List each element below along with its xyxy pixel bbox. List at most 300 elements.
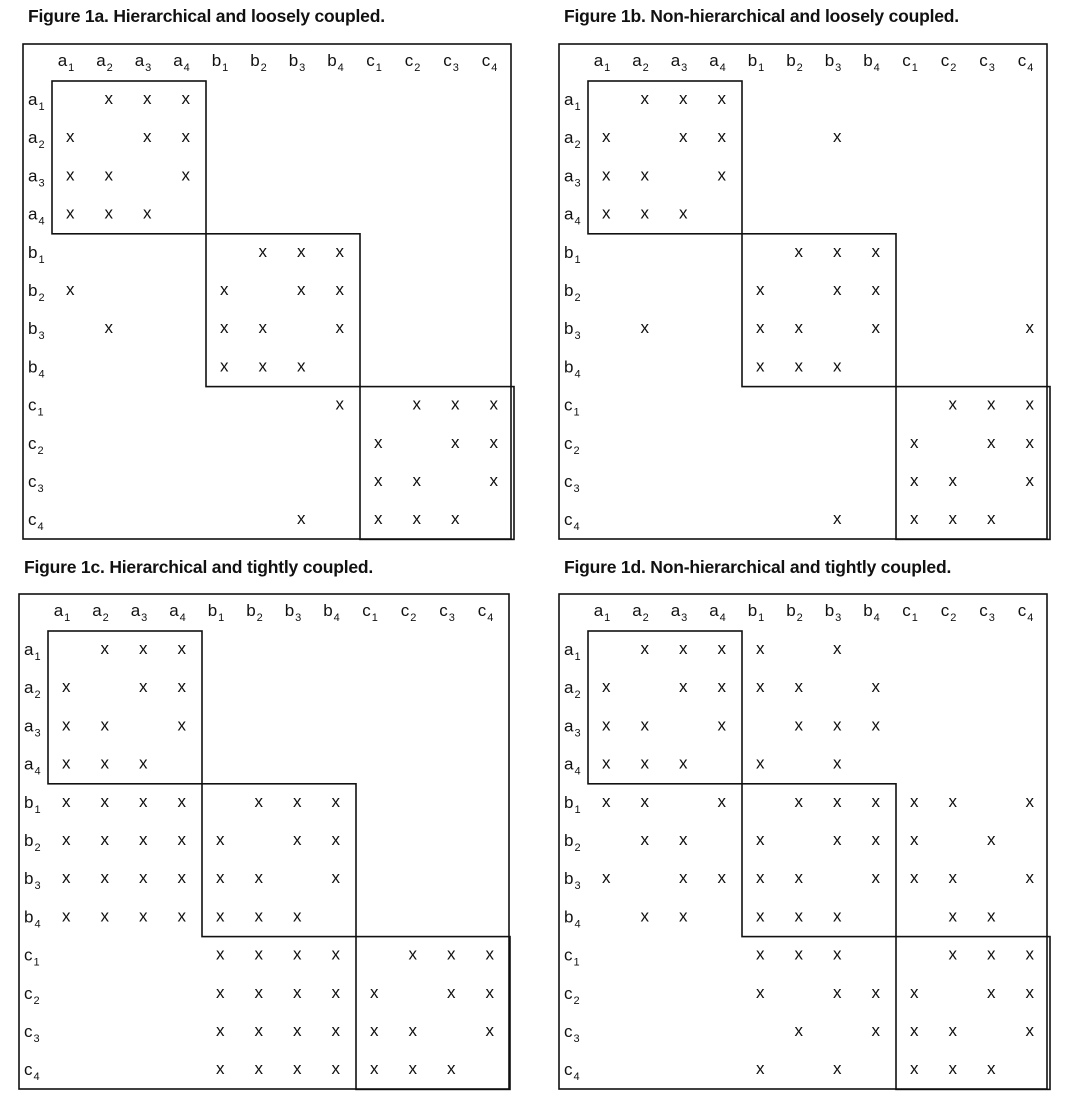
row-header: $a_1$: [564, 640, 581, 663]
column-header: $c_1$: [902, 601, 918, 624]
dependency-mark: x: [66, 203, 75, 223]
dependency-mark: x: [910, 1021, 919, 1040]
row-header: $b_4$: [564, 907, 581, 931]
dependency-mark: x: [833, 280, 842, 299]
dependency-mark: x: [451, 394, 460, 414]
dependency-mark: x: [717, 165, 726, 185]
dependency-mark: x: [948, 1021, 957, 1040]
dependency-mark: x: [254, 944, 263, 964]
column-header: $b_4$: [323, 601, 340, 624]
dependency-mark: x: [139, 868, 148, 888]
column-header: $b_4$: [863, 51, 880, 74]
dependency-mark: x: [640, 318, 649, 338]
row-header: $a_3$: [564, 166, 581, 190]
row-header: $c_1$: [24, 945, 40, 969]
column-header: $c_1$: [366, 51, 382, 74]
row-header: $c_3$: [28, 472, 44, 495]
dependency-mark: x: [602, 165, 611, 185]
column-header: $c_2$: [940, 51, 957, 74]
dependency-mark: x: [489, 432, 498, 452]
dependency-mark: x: [62, 906, 71, 926]
row-header: $a_4$: [24, 754, 41, 778]
column-header: $a_3$: [670, 601, 688, 624]
column-header: $a_3$: [670, 51, 688, 74]
row-header: $b_1$: [564, 792, 581, 816]
dependency-mark: x: [451, 432, 460, 452]
column-header: $b_2$: [786, 601, 803, 624]
column-header: $a_1$: [57, 51, 75, 74]
column-header: $b_1$: [207, 601, 225, 624]
dependency-mark: x: [679, 89, 688, 108]
row-header: $c_4$: [28, 510, 44, 534]
dependency-mark: x: [297, 509, 306, 529]
row-header: $c_1$: [564, 945, 580, 969]
dependency-mark: x: [408, 944, 417, 964]
dependency-mark: x: [485, 982, 494, 1002]
dependency-mark: x: [871, 791, 880, 811]
dependency-mark: x: [910, 471, 919, 490]
dependency-mark: x: [62, 830, 71, 849]
dsm-matrix: [22, 43, 512, 540]
dependency-mark: x: [871, 1021, 880, 1040]
row-header: $b_4$: [564, 357, 581, 381]
dependency-mark: x: [331, 791, 340, 811]
dependency-mark: x: [679, 830, 688, 849]
dependency-mark: x: [451, 509, 460, 529]
column-header: $b_3$: [284, 601, 302, 624]
row-header: $b_3$: [28, 319, 45, 343]
column-header: $c_2$: [940, 601, 957, 624]
row-header: $c_1$: [28, 395, 44, 419]
dependency-mark: x: [833, 791, 842, 811]
column-header: $b_2$: [786, 51, 803, 74]
dependency-mark: x: [833, 1059, 842, 1079]
dependency-mark: x: [412, 394, 421, 414]
row-header: $c_3$: [564, 1022, 580, 1045]
dependency-mark: x: [1025, 1021, 1034, 1040]
dependency-mark: x: [100, 791, 109, 811]
dependency-mark: x: [1025, 868, 1034, 888]
dependency-mark: x: [794, 944, 803, 964]
dependency-mark: x: [220, 280, 229, 299]
dependency-mark: x: [177, 715, 186, 735]
dependency-mark: x: [62, 791, 71, 811]
dependency-mark: x: [871, 830, 880, 849]
row-header: $c_2$: [24, 983, 40, 1007]
dependency-mark: x: [640, 165, 649, 185]
dependency-mark: x: [833, 830, 842, 849]
row-header: $a_3$: [24, 716, 41, 740]
column-header: $b_4$: [863, 601, 880, 624]
dependency-mark: x: [104, 203, 113, 223]
dependency-mark: x: [139, 677, 148, 697]
dependency-mark: x: [297, 280, 306, 299]
dependency-mark: x: [335, 318, 344, 338]
dependency-mark: x: [756, 830, 765, 849]
dependency-mark: x: [408, 1021, 417, 1040]
column-header: $c_4$: [481, 51, 498, 74]
dsm-matrix: [558, 593, 1048, 1090]
dependency-mark: x: [1025, 982, 1034, 1002]
row-header: $b_2$: [28, 281, 45, 304]
dependency-mark: x: [447, 944, 456, 964]
dependency-mark: x: [447, 982, 456, 1002]
dependency-mark: x: [62, 677, 71, 697]
dependency-mark: x: [602, 203, 611, 223]
row-header: $a_4$: [28, 204, 45, 228]
dependency-mark: x: [62, 868, 71, 888]
dependency-mark: x: [216, 868, 225, 888]
dependency-mark: x: [331, 830, 340, 849]
dependency-mark: x: [258, 241, 267, 261]
column-header: $b_4$: [327, 51, 344, 74]
dependency-mark: x: [833, 715, 842, 735]
row-header: $b_4$: [24, 907, 41, 931]
column-header: $a_4$: [169, 601, 186, 624]
dependency-mark: x: [177, 830, 186, 849]
dependency-mark: x: [1025, 432, 1034, 452]
dependency-mark: x: [987, 982, 996, 1002]
matrix-frame: [559, 594, 1047, 1089]
row-header: $a_3$: [564, 716, 581, 740]
column-header: $a_4$: [709, 601, 726, 624]
column-header: $c_2$: [404, 51, 421, 74]
matrix-frame: [23, 44, 511, 539]
dependency-mark: x: [756, 982, 765, 1002]
dependency-mark: x: [216, 830, 225, 849]
column-header: $b_3$: [824, 51, 842, 74]
dependency-mark: x: [987, 906, 996, 926]
row-header: $c_3$: [564, 472, 580, 495]
dependency-mark: x: [679, 203, 688, 223]
dependency-mark: x: [258, 356, 267, 376]
dependency-mark: x: [948, 791, 957, 811]
dependency-mark: x: [100, 639, 109, 658]
row-header: $c_2$: [564, 433, 580, 457]
figure-title: Figure 1a. Hierarchical and loosely coupled.: [28, 6, 385, 26]
column-header: $c_4$: [1017, 51, 1034, 74]
dependency-mark: x: [833, 753, 842, 773]
dependency-mark: x: [987, 1059, 996, 1079]
dependency-mark: x: [1025, 394, 1034, 414]
dependency-mark: x: [331, 982, 340, 1002]
dependency-mark: x: [910, 1059, 919, 1079]
dependency-mark: x: [181, 165, 190, 185]
column-header: $a_3$: [130, 601, 148, 624]
dependency-mark: x: [717, 127, 726, 147]
column-header: $b_1$: [747, 51, 765, 74]
dependency-mark: x: [871, 280, 880, 299]
dependency-mark: x: [756, 906, 765, 926]
dependency-mark: x: [216, 906, 225, 926]
dependency-mark: x: [447, 1059, 456, 1079]
dependency-mark: x: [62, 715, 71, 735]
dependency-mark: x: [370, 1021, 379, 1040]
column-header: $a_2$: [632, 601, 649, 624]
dependency-mark: x: [143, 89, 152, 108]
dependency-mark: x: [181, 89, 190, 108]
dependency-mark: x: [104, 318, 113, 338]
column-header: $a_1$: [593, 51, 611, 74]
dependency-mark: x: [948, 906, 957, 926]
row-header: $c_4$: [564, 510, 580, 534]
dependency-mark: x: [66, 280, 75, 299]
dependency-mark: x: [640, 791, 649, 811]
dependency-mark: x: [717, 89, 726, 108]
dependency-mark: x: [833, 982, 842, 1002]
dependency-mark: x: [833, 944, 842, 964]
dependency-mark: x: [293, 982, 302, 1002]
dependency-mark: x: [756, 318, 765, 338]
dependency-mark: x: [374, 432, 383, 452]
column-header: $c_3$: [979, 51, 995, 74]
dependency-mark: x: [293, 830, 302, 849]
column-header: $c_3$: [439, 601, 455, 624]
dependency-mark: x: [794, 791, 803, 811]
dependency-mark: x: [756, 753, 765, 773]
dependency-mark: x: [640, 639, 649, 658]
dependency-mark: x: [254, 868, 263, 888]
dependency-mark: x: [948, 1059, 957, 1079]
column-header: $b_1$: [747, 601, 765, 624]
column-header: $c_4$: [1017, 601, 1034, 624]
row-header: $a_1$: [564, 90, 581, 113]
dependency-mark: x: [948, 471, 957, 490]
dependency-mark: x: [216, 982, 225, 1002]
dependency-mark: x: [794, 677, 803, 697]
dependency-mark: x: [602, 127, 611, 147]
row-header: $b_4$: [28, 357, 45, 381]
dependency-mark: x: [254, 1059, 263, 1079]
dependency-mark: x: [602, 677, 611, 697]
dependency-mark: x: [910, 432, 919, 452]
dependency-mark: x: [66, 165, 75, 185]
row-header: $a_1$: [28, 90, 45, 113]
dependency-mark: x: [756, 868, 765, 888]
dependency-mark: x: [335, 241, 344, 261]
dependency-mark: x: [679, 639, 688, 658]
dependency-mark: x: [794, 318, 803, 338]
dependency-mark: x: [66, 127, 75, 147]
dependency-mark: x: [181, 127, 190, 147]
dependency-mark: x: [177, 906, 186, 926]
dependency-mark: x: [602, 715, 611, 735]
dependency-mark: x: [412, 509, 421, 529]
row-header: $a_2$: [24, 678, 41, 702]
dependency-mark: x: [794, 1021, 803, 1040]
dependency-mark: x: [1025, 944, 1034, 964]
dependency-mark: x: [602, 868, 611, 888]
dependency-mark: x: [331, 1021, 340, 1040]
dependency-mark: x: [756, 280, 765, 299]
dependency-mark: x: [679, 906, 688, 926]
dependency-mark: x: [139, 753, 148, 773]
dependency-mark: x: [408, 1059, 417, 1079]
column-header: $c_1$: [902, 51, 918, 74]
dependency-mark: x: [602, 791, 611, 811]
dependency-mark: x: [335, 394, 344, 414]
dependency-mark: x: [216, 944, 225, 964]
dsm-matrix: [18, 593, 510, 1090]
row-header: $c_1$: [564, 395, 580, 419]
dependency-mark: x: [602, 753, 611, 773]
column-header: $a_2$: [96, 51, 113, 74]
dependency-mark: x: [374, 471, 383, 490]
dependency-mark: x: [1025, 318, 1034, 338]
dependency-mark: x: [485, 1021, 494, 1040]
dependency-mark: x: [679, 127, 688, 147]
column-header: $a_1$: [593, 601, 611, 624]
row-header: $c_2$: [564, 983, 580, 1007]
dependency-mark: x: [833, 509, 842, 529]
column-header: $a_3$: [134, 51, 152, 74]
dependency-mark: x: [871, 241, 880, 261]
dependency-mark: x: [717, 677, 726, 697]
dependency-mark: x: [794, 906, 803, 926]
dependency-mark: x: [177, 791, 186, 811]
dependency-mark: x: [910, 791, 919, 811]
column-header: $c_2$: [400, 601, 417, 624]
dsm-matrix: [558, 43, 1048, 540]
row-header: $c_4$: [564, 1060, 580, 1084]
dependency-mark: x: [293, 906, 302, 926]
row-header: $b_1$: [24, 792, 41, 816]
dependency-mark: x: [756, 677, 765, 697]
dependency-mark: x: [756, 1059, 765, 1079]
dependency-mark: x: [640, 203, 649, 223]
column-header: $b_3$: [824, 601, 842, 624]
dependency-mark: x: [640, 715, 649, 735]
dependency-mark: x: [948, 868, 957, 888]
row-header: $c_4$: [24, 1060, 40, 1084]
dependency-mark: x: [833, 906, 842, 926]
column-header: $b_1$: [211, 51, 229, 74]
dependency-mark: x: [910, 830, 919, 849]
dependency-mark: x: [335, 280, 344, 299]
dependency-mark: x: [756, 356, 765, 376]
row-header: $a_4$: [564, 754, 581, 778]
dependency-mark: x: [177, 868, 186, 888]
column-header: $b_2$: [246, 601, 263, 624]
column-header: $c_3$: [443, 51, 459, 74]
dependency-mark: x: [374, 509, 383, 529]
dependency-mark: x: [1025, 471, 1034, 490]
dependency-mark: x: [143, 203, 152, 223]
dependency-mark: x: [871, 677, 880, 697]
dependency-mark: x: [331, 1059, 340, 1079]
dependency-mark: x: [987, 944, 996, 964]
dependency-mark: x: [370, 982, 379, 1002]
dependency-mark: x: [987, 830, 996, 849]
dependency-mark: x: [794, 241, 803, 261]
dependency-mark: x: [871, 868, 880, 888]
dependency-mark: x: [679, 753, 688, 773]
column-header: $b_3$: [288, 51, 306, 74]
dependency-mark: x: [331, 944, 340, 964]
dependency-mark: x: [331, 868, 340, 888]
dependency-mark: x: [910, 982, 919, 1002]
dependency-mark: x: [100, 830, 109, 849]
row-header: $b_2$: [564, 281, 581, 304]
dependency-mark: x: [717, 791, 726, 811]
dependency-mark: x: [254, 1021, 263, 1040]
dependency-mark: x: [220, 356, 229, 376]
dependency-mark: x: [717, 639, 726, 658]
dependency-mark: x: [910, 868, 919, 888]
column-header: $a_4$: [709, 51, 726, 74]
row-header: $c_3$: [24, 1022, 40, 1045]
dependency-mark: x: [948, 944, 957, 964]
column-header: $a_4$: [173, 51, 190, 74]
dependency-mark: x: [177, 639, 186, 658]
dependency-mark: x: [679, 868, 688, 888]
dependency-mark: x: [293, 791, 302, 811]
row-header: $b_2$: [24, 831, 41, 854]
dependency-mark: x: [833, 241, 842, 261]
figure-title: Figure 1c. Hierarchical and tightly coupled.: [24, 557, 374, 577]
column-header: $c_3$: [979, 601, 995, 624]
row-header: $b_3$: [564, 319, 581, 343]
dependency-mark: x: [177, 677, 186, 697]
dependency-mark: x: [100, 715, 109, 735]
row-header: $b_1$: [28, 242, 45, 266]
column-header: $c_1$: [362, 601, 378, 624]
dependency-mark: x: [139, 830, 148, 849]
dependency-mark: x: [833, 127, 842, 147]
row-header: $a_2$: [28, 128, 45, 152]
dependency-mark: x: [254, 982, 263, 1002]
dependency-mark: x: [104, 89, 113, 108]
dependency-mark: x: [987, 394, 996, 414]
dependency-mark: x: [756, 944, 765, 964]
dependency-mark: x: [258, 318, 267, 338]
dependency-mark: x: [679, 677, 688, 697]
dependency-mark: x: [216, 1059, 225, 1079]
column-header: $a_2$: [92, 601, 109, 624]
dependency-mark: x: [910, 509, 919, 529]
dependency-mark: x: [987, 432, 996, 452]
row-header: $a_3$: [28, 166, 45, 190]
dependency-mark: x: [139, 791, 148, 811]
row-header: $b_1$: [564, 242, 581, 266]
figure-title: Figure 1d. Non-hierarchical and tightly coupled.: [564, 557, 952, 577]
dependency-mark: x: [489, 471, 498, 490]
dependency-mark: x: [871, 982, 880, 1002]
dependency-mark: x: [489, 394, 498, 414]
dependency-mark: x: [293, 1059, 302, 1079]
row-header: $a_4$: [564, 204, 581, 228]
column-header: $b_2$: [250, 51, 267, 74]
dependency-mark: x: [293, 944, 302, 964]
row-header: $b_2$: [564, 831, 581, 854]
dependency-mark: x: [297, 241, 306, 261]
dependency-mark: x: [254, 791, 263, 811]
column-header: $c_4$: [477, 601, 494, 624]
column-header: $a_2$: [632, 51, 649, 74]
matrix-frame: [559, 44, 1047, 539]
dependency-mark: x: [143, 127, 152, 147]
column-header: $a_1$: [53, 601, 71, 624]
row-header: $a_2$: [564, 678, 581, 702]
dependency-mark: x: [100, 753, 109, 773]
dependency-mark: x: [100, 868, 109, 888]
dependency-mark: x: [216, 1021, 225, 1040]
row-header: $c_2$: [28, 433, 44, 457]
dependency-mark: x: [717, 868, 726, 888]
dependency-mark: x: [987, 509, 996, 529]
dependency-mark: x: [756, 639, 765, 658]
dependency-mark: x: [254, 906, 263, 926]
